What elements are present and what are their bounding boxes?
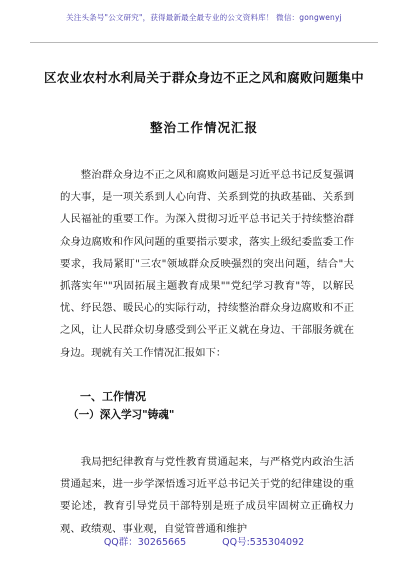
- document-title-line1: 区农业农村水利局关于群众身边不正之风和腐败问题集中: [43, 70, 364, 85]
- bottom-banner: [0, 534, 408, 548]
- header-divider: [30, 42, 378, 43]
- section-heading: 一、工作情况: [80, 390, 146, 403]
- subsection-heading: （一）深入学习"铸魂": [68, 409, 175, 421]
- document-title-line2: 整治工作情况汇报: [149, 120, 258, 135]
- qq-number-text: QQ号:535304092: [222, 537, 305, 548]
- subsection-body-paragraph: 我局把纪律教育与党性教育贯通起来，与严格党内政治生活贯通起来，进一步学深悟透习近平总书记关于党的纪律建设的重要论述，教育引导党员干部特别是班子成员牢固树立正确权力观、政绩观、事业观，自觉管普通和维护: [60, 456, 354, 535]
- intro-paragraph: 整治群众身边不正之风和腐败问题是习近平总书记反复强调的大事，是一项关系到人心向背、关系到党的执政基础、关系到人民福祉的重要工作。为深入贯彻习近平总书记关于持续整治群众身边腐败和作风问题的重要指示要求，落实上级纪委监委工作要求，我局紧盯"三农"领域群众反映强烈的突出问题，结合"大抓落实年""巩固拓展主题教育成果""党纪学习教育"等，以解民忧、纾民怨、暖民心的实际行动，持续整治群众身边腐败和不正之风，让人民群众切身感受到公平正义就在身边、干部服务就在身边。现就有关工作情况汇报如下：: [60, 169, 354, 359]
- qq-group-text: QQ群：30265665: [103, 537, 187, 548]
- top-banner: 关注头条号"公文研究"，获得最新最全最专业的公文资料库！ 微信：gongwenyj: [66, 13, 342, 22]
